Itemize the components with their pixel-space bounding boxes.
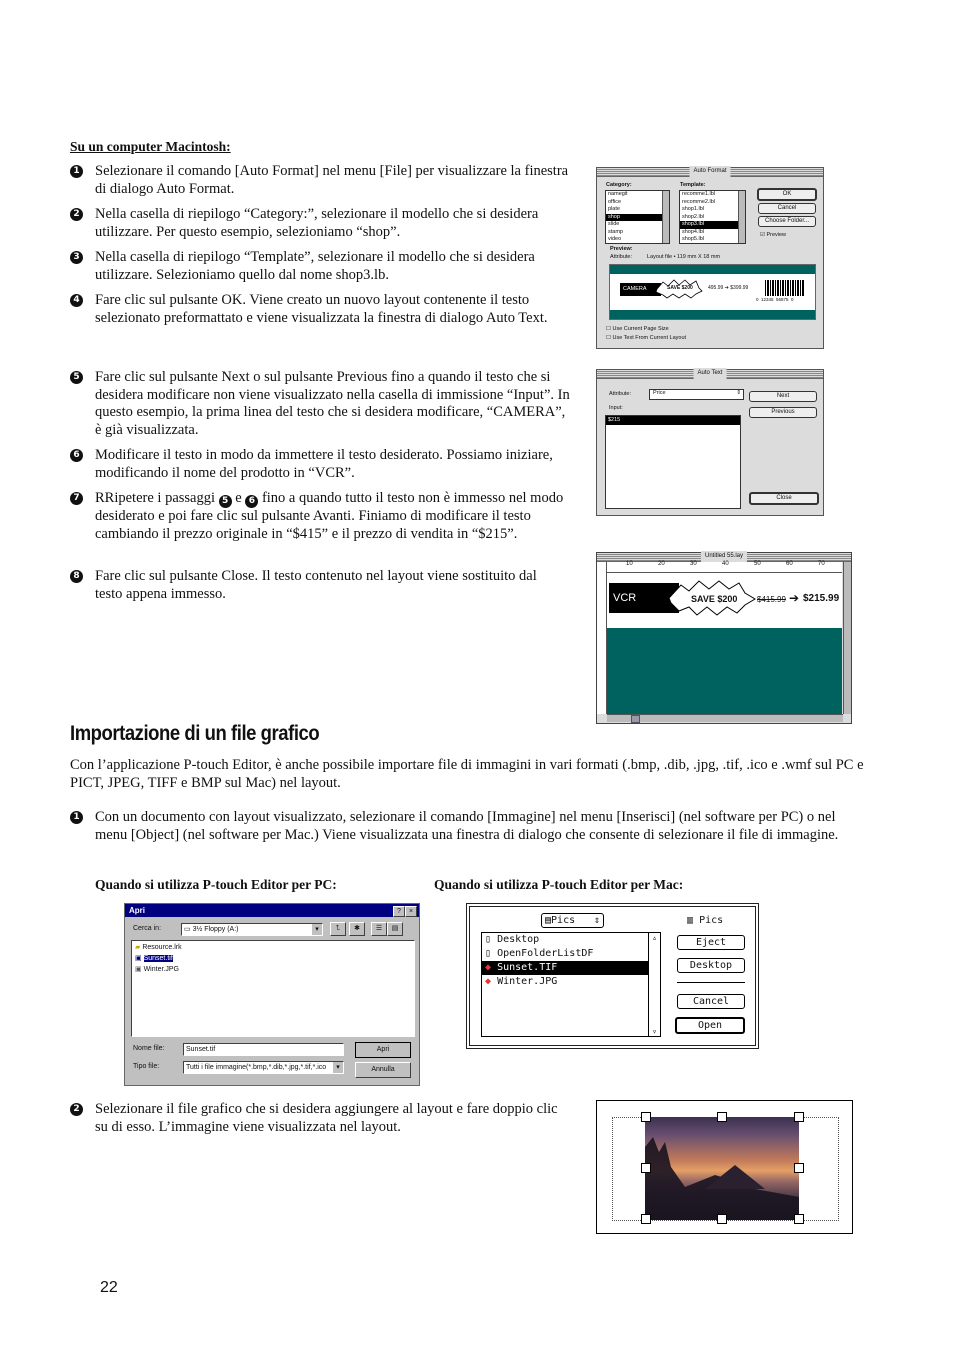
list-item[interactable]: video: [608, 236, 622, 242]
eject-button[interactable]: Eject: [677, 935, 745, 950]
ruler-tick: 30: [690, 561, 697, 567]
use-page-size-checkbox[interactable]: ☐ Use Current Page Size: [606, 326, 669, 332]
input-value[interactable]: $215: [606, 416, 740, 425]
popup-arrows-icon: ⇕: [593, 915, 600, 926]
scroll-thumb[interactable]: [631, 715, 640, 723]
image-file-icon: ▣: [135, 966, 142, 973]
mac-open-dialog: [466, 903, 759, 1049]
scrollbar[interactable]: [738, 191, 745, 243]
attribute-label: Attribute:: [610, 254, 633, 260]
preview-label: Preview:: [610, 246, 633, 252]
resize-handle[interactable]: [717, 1112, 727, 1122]
intro-paragraph: Con l’applicazione P-touch Editor, è anche possibile importare file di immagini in vari formati (.bmp, .dib, .jpg, .tif, .ico e .wmf sul PC e PICT, JPEG, TIFF e BMP sul Mac) nel layout.: [70, 757, 864, 791]
input-textbox[interactable]: [605, 415, 741, 509]
save-text: SAVE $200: [667, 285, 693, 291]
horizontal-ruler: [606, 562, 842, 573]
vertical-ruler: [597, 562, 607, 714]
look-in-select[interactable]: ▭ 3½ Floppy (A:) ▾: [181, 923, 323, 936]
checkbox-checked-icon: ☑: [760, 232, 765, 238]
scroll-up-icon: ▵: [652, 933, 657, 942]
resize-handle[interactable]: [641, 1163, 651, 1173]
step-text: Fare clic sul pulsante OK. Viene creato un nuovo layout contenente il testo selezionato preformattato e viene visualizzata la finestra di dialogo Auto Text.: [95, 292, 548, 326]
ruler-tick: 50: [754, 561, 761, 567]
ruler-tick: 10: [626, 561, 633, 567]
folder-icon: ▰: [135, 944, 141, 951]
open-button[interactable]: Apri: [355, 1042, 411, 1058]
resize-handle[interactable]: [794, 1112, 804, 1122]
checkbox-icon: ☐: [606, 326, 611, 332]
step-number: 2: [70, 208, 83, 221]
select-arrows-icon: ⇕: [736, 390, 741, 396]
step-text: Fare clic sul pulsante Next o sul pulsante Previous fino a quando il testo che si desidera modificare non viene visualizzato nella casella di immissione “Input”. In questo esempio, la prima linea del testo che si desidera modificare, “CAMERA”, è già visualizzata.: [95, 369, 570, 438]
document-icon: ▯: [485, 934, 492, 945]
teal-band-bottom: [610, 310, 815, 319]
dialog-title: Auto Text: [694, 368, 727, 379]
list-item-selected[interactable]: ◆ Sunset.TIF: [482, 961, 660, 975]
list-item[interactable]: stamp: [608, 228, 623, 235]
cancel-button[interactable]: Annulla: [355, 1062, 411, 1078]
input-label: Input:: [609, 405, 623, 411]
caption-mac: Quando si utilizza P-touch Editor per Mac:: [434, 877, 684, 892]
step-text: Selezionare il comando [Auto Format] nel menu [File] per visualizzare la finestra di dialogo Auto Format.: [95, 163, 569, 197]
list-item[interactable]: office: [608, 198, 622, 205]
preview-area: [609, 264, 816, 320]
file-list[interactable]: [481, 932, 661, 1037]
step-number: 2: [70, 1103, 83, 1116]
list-item[interactable]: recomme2.lbl: [682, 198, 716, 205]
document-icon: ▯: [485, 948, 492, 959]
window-title: Untitled 55.lay: [701, 551, 747, 562]
mountain-silhouette-icon: [645, 1117, 799, 1220]
label-canvas[interactable]: [607, 573, 842, 628]
use-text-layout-checkbox[interactable]: ☐ Use Text From Current Layout: [606, 335, 687, 341]
caption-pc: Quando si utilizza P-touch Editor per PC:: [95, 877, 337, 892]
preview-checkbox[interactable]: ☑ Preview: [760, 232, 787, 238]
label-editor-window: [596, 552, 852, 724]
step-text: Nella casella di riepilogo “Category:”, selezionare il modello che si desidera utilizzare. Per questo esempio, selezioniamo “shop”.: [95, 206, 539, 240]
list-item[interactable]: shop1.lbl: [682, 206, 705, 212]
close-button[interactable]: Close: [749, 492, 819, 505]
list-item[interactable]: namegit: [608, 191, 628, 197]
step-text: Fare clic sul pulsante Close. Il testo contenuto nel layout viene sostituito dal testo appena immesso.: [95, 568, 537, 602]
step-number: 1: [70, 811, 83, 824]
list-item[interactable]: ▯ Desktop: [485, 934, 540, 945]
image-file-icon: ▣: [135, 955, 142, 962]
page-number: 22: [100, 1279, 118, 1296]
scroll-down-icon: ▿: [652, 1027, 657, 1036]
list-item[interactable]: shop2.lbl: [682, 213, 705, 220]
resize-handle[interactable]: [641, 1112, 651, 1122]
file-type-label: Tipo file:: [133, 1063, 160, 1070]
auto-format-dialog: [596, 167, 824, 349]
step-ref-6: 6: [245, 495, 258, 508]
cancel-button[interactable]: Cancel: [677, 994, 745, 1009]
arrow-icon: ➔: [789, 591, 800, 605]
dialog-title: Apri: [129, 906, 145, 915]
filename-input[interactable]: Sunset.tif: [183, 1043, 344, 1056]
template-label: Template:: [680, 182, 706, 188]
open-button[interactable]: Open: [675, 1017, 745, 1034]
list-item[interactable]: ▰ Resource.lrk: [135, 944, 182, 951]
floppy-icon: ▭: [184, 926, 191, 933]
folder-icon: ▤: [545, 915, 552, 926]
step-text: Nella casella di riepilogo “Template”, selezionare il modello che si desidera utilizzare. Selezioniamo quello dal nome shop3.lb.: [95, 249, 535, 283]
new-folder-icon: ✱: [354, 925, 360, 932]
list-item[interactable]: shop5.lbl: [682, 236, 705, 242]
vertical-scrollbar[interactable]: [843, 562, 851, 714]
template-list[interactable]: [679, 190, 746, 244]
title-bar: [597, 370, 823, 379]
up-folder-button[interactable]: [330, 922, 346, 936]
list-item[interactable]: ◆ Winter.JPG: [485, 976, 558, 987]
filename-label: Nome file:: [133, 1045, 165, 1052]
step-number: 7: [70, 492, 83, 505]
resize-handle[interactable]: [794, 1214, 804, 1224]
choose-folder-button[interactable]: Choose Folder...: [758, 216, 816, 227]
next-button[interactable]: Next: [749, 391, 817, 402]
checkbox-icon: ☐: [606, 335, 611, 341]
cancel-button[interactable]: Cancel: [758, 203, 816, 214]
dropdown-arrow-icon: ▾: [333, 1062, 343, 1073]
teal-band-top: [610, 265, 815, 274]
list-item-selected[interactable]: shop3.lbl: [680, 221, 745, 229]
list-item[interactable]: shop4.lbl: [682, 228, 705, 235]
close-button[interactable]: ×: [405, 906, 417, 917]
teal-background: [607, 628, 842, 714]
scrollbar[interactable]: [648, 933, 660, 1036]
step-number: 6: [70, 449, 83, 462]
file-list[interactable]: [131, 940, 415, 1037]
barcode-icon: [765, 280, 805, 296]
ok-button[interactable]: OK: [757, 188, 817, 201]
layout-preview: [596, 1100, 853, 1234]
ruler-tick: 20: [658, 561, 665, 567]
ruler-tick: 60: [786, 561, 793, 567]
list-item-selected[interactable]: ▣ Sunset.tif: [135, 955, 173, 962]
category-list[interactable]: [605, 190, 670, 244]
section-heading: Importazione di un file grafico: [70, 722, 320, 745]
list-item[interactable]: slide: [608, 221, 620, 227]
step-text: Modificare il testo in modo da immettere il testo desiderato. Possiamo iniziare, modificando il nome del prodotto in “VCR”.: [95, 447, 553, 481]
details-view-button[interactable]: [387, 922, 403, 936]
step-text: RRipetere i passaggi 5 e 6 fino a quando tutto il testo non è immesso nel modo desiderato e poi fare clic sul pulsante Avanti. Finiamo di modificare il testo cambiando il prezzo originale in “$415” e il prezzo di vendita in “$215”.: [95, 490, 564, 542]
list-item-selected[interactable]: shop: [606, 214, 669, 222]
step-ref-5: 5: [219, 495, 232, 508]
previous-button[interactable]: Previous: [749, 407, 817, 418]
auto-text-dialog: [596, 369, 824, 516]
resize-handle[interactable]: [717, 1214, 727, 1224]
scrollbar[interactable]: [662, 191, 669, 243]
divider: [677, 982, 745, 983]
barcode-digits: 0 12345 56875 0: [756, 297, 794, 302]
details-icon: ▤: [391, 925, 399, 932]
vcr-text[interactable]: VCR: [613, 592, 637, 604]
old-price-text[interactable]: $415.99: [757, 595, 786, 604]
step-text: Selezionare il file grafico che si desidera aggiungere al layout e fare doppio clic su di esso. L’immagine viene visualizzata nel layout.: [95, 1101, 558, 1135]
save-text[interactable]: SAVE $200: [691, 594, 738, 604]
disk-label: ▥ Pics: [687, 915, 724, 926]
new-folder-button[interactable]: [349, 922, 365, 936]
title-bar: [125, 904, 419, 917]
image-file-icon: ◆: [485, 962, 492, 973]
ruler-tick: 40: [722, 561, 729, 567]
step-number: 1: [70, 165, 83, 178]
disk-icon: ▥: [687, 915, 694, 926]
list-view-button[interactable]: [371, 922, 387, 936]
step-number: 8: [70, 570, 83, 583]
step-number: 5: [70, 371, 83, 384]
category-label: Category:: [606, 182, 632, 188]
list-item[interactable]: ▣ Winter.JPG: [135, 966, 179, 973]
resize-handle[interactable]: [794, 1163, 804, 1173]
new-price-text[interactable]: $215.99: [803, 593, 840, 604]
resize-handle[interactable]: [641, 1214, 651, 1224]
help-button[interactable]: ?: [393, 906, 405, 917]
attribute-select[interactable]: Price ⇕: [649, 389, 744, 400]
folder-popup[interactable]: ▤Pics ⇕: [541, 913, 604, 928]
camera-label: CAMERA: [620, 283, 661, 296]
price-text: 495.99 ➔ $399.99: [708, 285, 749, 291]
attribute-label: Attribute:: [609, 391, 632, 397]
ruler-tick: 70: [818, 561, 825, 567]
list-icon: ☰: [375, 925, 383, 932]
up-folder-icon: ⮤: [335, 925, 341, 932]
dropdown-arrow-icon: ▾: [312, 924, 322, 935]
image-file-icon: ◆: [485, 976, 492, 987]
subheading-macintosh: Su un computer Macintosh:: [70, 139, 231, 154]
step-number: 4: [70, 294, 83, 307]
step-number: 3: [70, 251, 83, 264]
attribute-value: Layout file • 119 mm X 18 mm: [647, 254, 721, 260]
dialog-title: Auto Format: [689, 166, 730, 177]
step-text: Con un documento con layout visualizzato, selezionare il comando [Immagine] nel menu [Inserisci] (nel software per PC) o nel menu [Object] (nel software per Mac.) Viene visualizzata una finestra di dialogo che consente di selezionare il file di immagine.: [95, 809, 839, 843]
list-item[interactable]: plate: [608, 206, 620, 212]
title-bar: [597, 168, 823, 177]
list-item[interactable]: recomme1.lbl: [682, 191, 716, 197]
look-in-label: Cerca in:: [133, 925, 162, 932]
windows-open-dialog: [124, 903, 420, 1086]
list-item[interactable]: ▯ OpenFolderListDF: [485, 948, 594, 959]
desktop-button[interactable]: Desktop: [677, 958, 745, 973]
sunset-image[interactable]: [645, 1117, 799, 1220]
file-type-select[interactable]: Tutti i file immagine(*.bmp,*.dib,*.jpg,*.tif,*.ico ▾: [183, 1061, 344, 1074]
horizontal-scrollbar[interactable]: [607, 714, 843, 722]
